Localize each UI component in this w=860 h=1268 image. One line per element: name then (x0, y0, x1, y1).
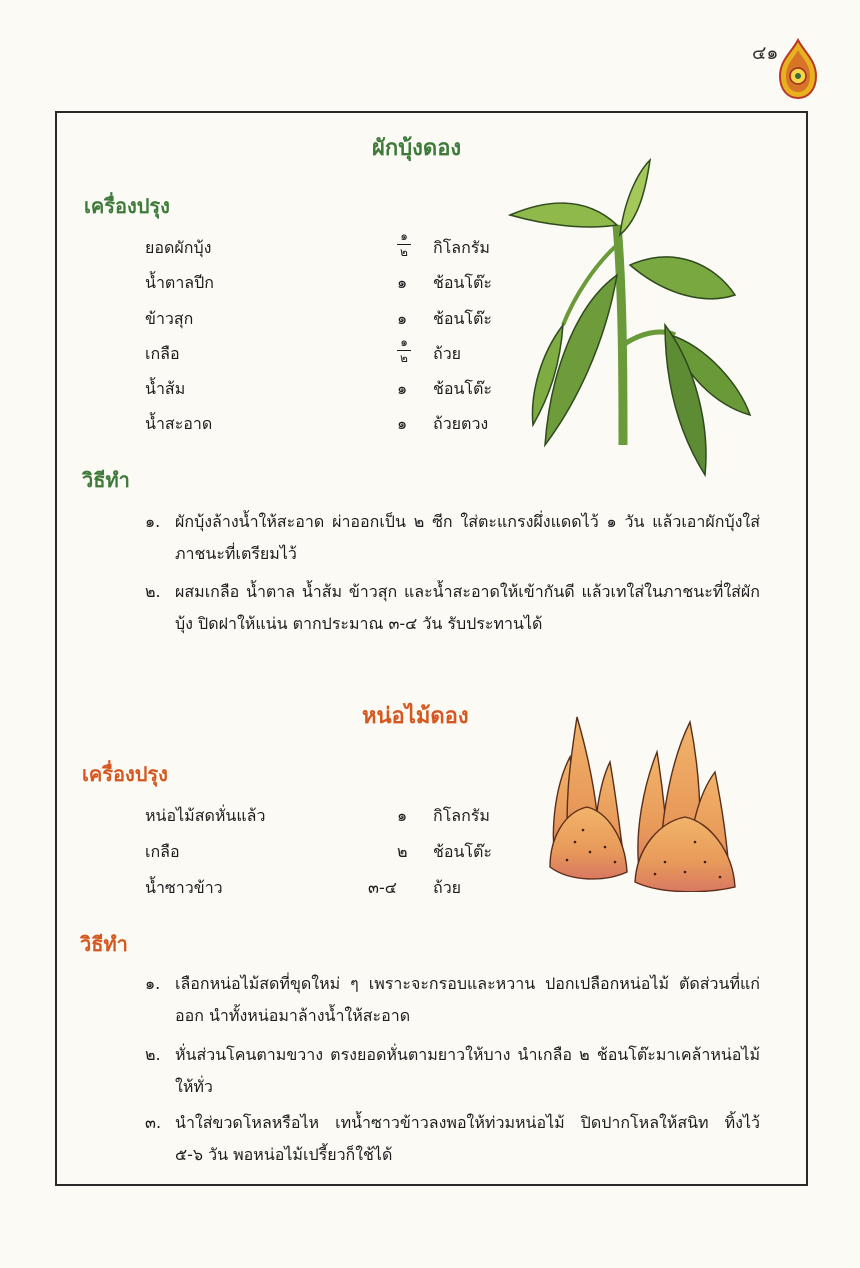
fraction-numerator: ๑ (400, 229, 408, 243)
ingredients-heading: เครื่องปรุง (84, 194, 170, 218)
fraction-denominator: ๒ (400, 245, 408, 259)
ingredient-unit: กิโลกรัม (433, 806, 490, 825)
fraction-denominator: ๒ (400, 351, 408, 365)
ingredient-fraction (397, 336, 411, 365)
method-step (145, 506, 760, 570)
ingredient-row: น้ำส้ม ๑ ช้อนโต๊ะ (145, 373, 525, 401)
ingredient-name: น้ำส้ม (145, 379, 186, 398)
method-heading: วิธีทำ (80, 932, 128, 956)
fraction-numerator: ๑ (400, 335, 408, 349)
ingredient-unit: ถ้วยตวง (433, 414, 489, 433)
recipe-title-pickled-bamboo-shoot: หน่อไม้ดอง (362, 704, 469, 729)
ingredient-row: ข้าวสุก ๑ ช้อนโต๊ะ (145, 303, 525, 331)
step-text: หั่นส่วนโคนตามขวาง ตรงยอดหั่นตามยาวให้บาง นำเกลือ ๒ ช้อนโต๊ะมาเคล้าหน่อไม้ให้ทั่ว (175, 1045, 760, 1096)
ingredient-fraction (397, 230, 411, 259)
ingredient-unit: ช้อนโต๊ะ (433, 309, 492, 328)
ingredient-row: น้ำสะอาด ๑ ถ้วยตวง (145, 408, 525, 436)
ingredient-name: เกลือ (145, 344, 180, 363)
ingredient-row: หน่อไม้สดหั่นแล้ว ๑ กิโลกรัม (145, 800, 525, 828)
ingredient-row: น้ำตาลปีก ๑ ช้อนโต๊ะ (145, 267, 525, 295)
ingredient-name: น้ำตาลปีก (145, 273, 214, 292)
royal-emblem-icon (776, 38, 820, 102)
method-step (145, 968, 760, 1032)
recipe-title-pickled-morning-glory: ผักบุ้งดอง (372, 136, 462, 161)
step-number: ๑. (145, 974, 161, 993)
ingredient-unit: ช้อนโต๊ะ (433, 842, 492, 861)
ingredient-name: น้ำสะอาด (145, 414, 213, 433)
ingredient-row (145, 229, 525, 260)
method-step (145, 576, 760, 640)
ingredient-name: น้ำซาวข้าว (145, 878, 223, 897)
ingredient-unit: ช้อนโต๊ะ (433, 379, 492, 398)
method-step (145, 1107, 760, 1171)
ingredient-unit: ช้อนโต๊ะ (433, 273, 492, 292)
step-number: ๑. (145, 512, 161, 531)
ingredient-name: ยอดผักบุ้ง (145, 238, 212, 257)
method-heading: วิธีทำ (82, 468, 130, 492)
ingredient-name: หน่อไม้สดหั่นแล้ว (145, 806, 266, 825)
step-text: ผักบุ้งล้างน้ำให้สะอาด ผ่าออกเป็น ๒ ซีก ใส่ตะแกรงผึ่งแดดไว้ ๑ วัน แล้วเอาผักบุ้งใส่ภาชนะที่เตรียมไว้ (175, 512, 760, 563)
ingredient-row: เกลือ ๒ ช้อนโต๊ะ (145, 836, 525, 864)
morning-glory-illustration (505, 155, 760, 500)
step-text: เลือกหน่อไม้สดที่ขุดใหม่ ๆ เพราะจะกรอบและหวาน ปอกเปลือกหน่อไม้ ตัดส่วนที่แก่ออก นำทั้งหน่อมาล้างน้ำให้สะอาด (175, 974, 760, 1025)
ingredient-row: น้ำซาวข้าว ๓-๔ ถ้วย (145, 872, 525, 900)
ingredient-name: เกลือ (145, 842, 180, 861)
step-text: ผสมเกลือ น้ำตาล น้ำส้ม ข้าวสุก และน้ำสะอาดให้เข้ากันดี แล้วเทใส่ในภาชนะที่ใส่ผักบุ้ง ปิดฝาให้แน่น ตากประมาณ ๓-๔ วัน รับประทานได้ (175, 582, 760, 633)
step-number: ๓. (145, 1113, 162, 1132)
ingredients-heading: เครื่องปรุง (82, 762, 168, 786)
bamboo-shoots-illustration (545, 712, 745, 892)
method-step (145, 1039, 760, 1103)
ingredient-name: ข้าวสุก (145, 309, 194, 328)
ingredient-row (145, 335, 525, 366)
ingredient-unit: ถ้วย (433, 344, 462, 363)
ingredient-unit: กิโลกรัม (433, 238, 490, 257)
step-number: ๒. (145, 582, 161, 601)
ingredient-unit: ถ้วย (433, 878, 462, 897)
page-number: ๔๑ (752, 42, 779, 64)
step-number: ๒. (145, 1045, 161, 1064)
step-text: นำใส่ขวดโหลหรือไห เทน้ำซาวข้าวลงพอให้ท่วมหน่อไม้ ปิดปากโหลให้สนิท ทิ้งไว้ ๕-๖ วัน พอหน่อไม้เปรี้ยวก็ใช้ได้ (175, 1113, 760, 1164)
